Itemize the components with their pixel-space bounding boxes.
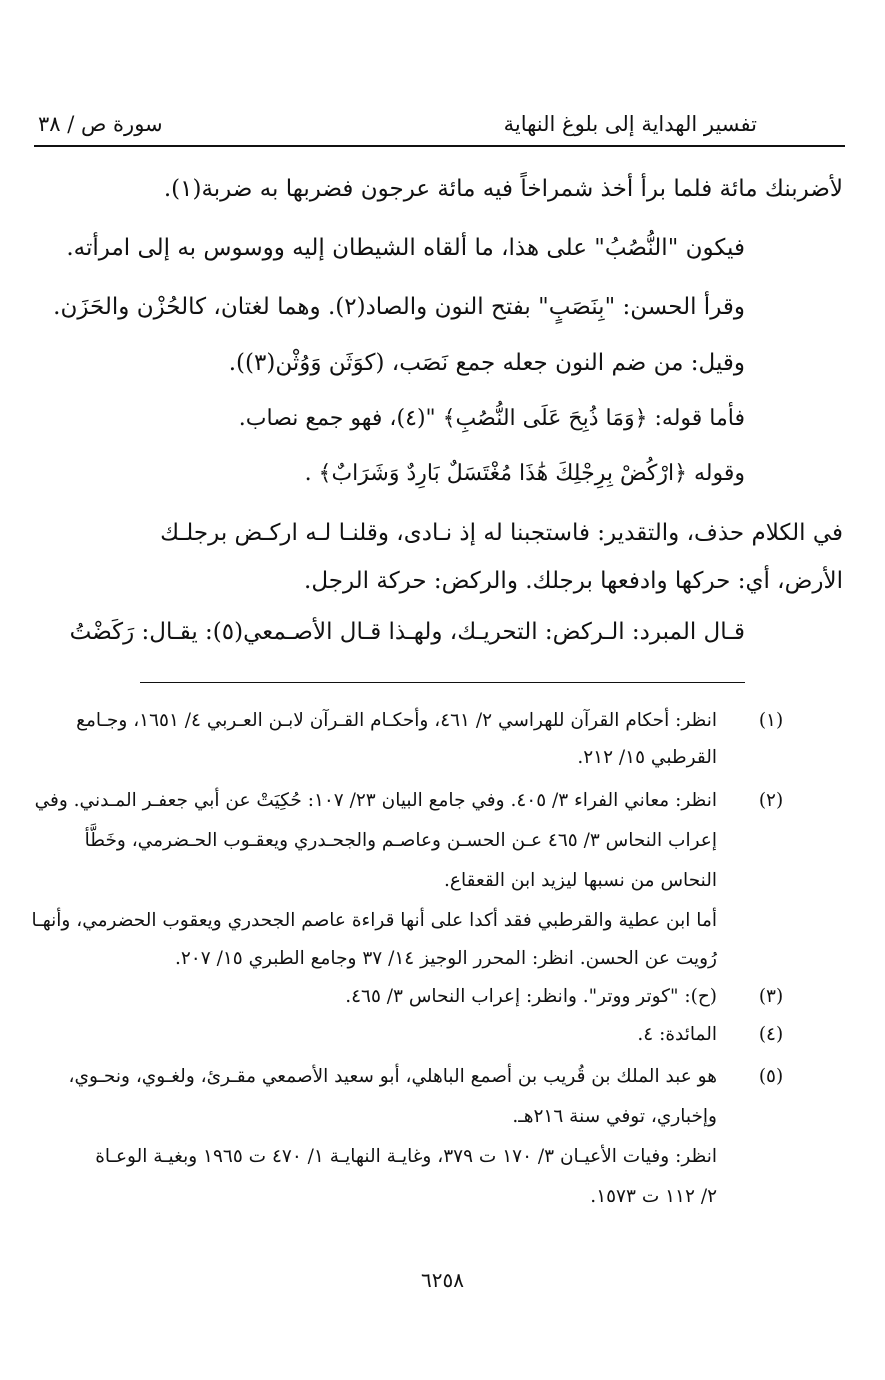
- body-line-2: فيكون "النُّصُبُ" على هذا، ما ألقاه الشيطان إليه ووسوس به إلى امرأته.: [66, 235, 745, 261]
- footnote-line: أما ابن عطية والقرطبي فقد أكدا على أنها قراءة عاصم الجحدري ويعقوب الحضرمي، وأنهـا: [31, 910, 717, 931]
- footnote-line: المائدة: ٤.: [637, 1024, 717, 1045]
- footnote-rule: [140, 682, 745, 683]
- body-line-8: الأرض، أي: حركها وادفعها برجلك. والركض: حركة الرجل.: [304, 568, 843, 594]
- footnote-line: انظر: معاني الفراء ٣/ ٤٠٥. وفي جامع البيان ٢٣/ ١٠٧: حُكِيَتْ عن أبي جعفـر المـدني. وفي: [34, 790, 717, 811]
- body-line-6: وقوله ﴿ارْكُضْ بِرِجْلِكَ هَٰذَا مُغْتَسَلٌ بَارِدٌ وَشَرَابٌ﴾ .: [304, 461, 745, 486]
- footnote-line: ٢/ ١١٢ ت ١٥٧٣.: [590, 1186, 717, 1207]
- header-rule: [34, 145, 845, 147]
- footnote-number: (٥): [758, 1066, 784, 1087]
- footnote-line: رُويت عن الحسن. انظر: المحرر الوجيز ١٤/ ٣٧ وجامع الطبري ١٥/ ٢٠٧.: [174, 948, 717, 969]
- body-line-3: وقرأ الحسن: "بِنَصَبٍ" بفتح النون والصاد(٢). وهما لغتان، كالحُزْن والحَزَن.: [53, 294, 745, 320]
- body-line-1: لأضربنك مائة فلما برأ أخذ شمراخاً فيه مائة عرجون فضربها به ضربة(١).: [163, 176, 843, 202]
- footnote-line: انظر: أحكام القرآن للهراسي ٢/ ٤٦١، وأحكـام القـرآن لابـن العـربي ٤/ ١٦٥١، وجـامع: [76, 710, 717, 731]
- footnote-line: إعراب النحاس ٣/ ٤٦٥ عـن الحسـن وعاصـم والجحـدري ويعقـوب الحـضرمي، وخَطَّأ: [84, 830, 717, 851]
- running-title: تفسير الهداية إلى بلوغ النهاية: [503, 112, 757, 136]
- footnote-line: النحاس من نسبها ليزيد ابن القعقاع.: [444, 870, 717, 891]
- footnote-line: القرطبي ١٥/ ٢١٢.: [577, 747, 717, 768]
- footnote-number: (١): [758, 710, 784, 731]
- page-number: ٦٢٥٨: [421, 1268, 464, 1292]
- body-line-5: فأما قوله: ﴿وَمَا ذُبِحَ عَلَى النُّصُبِ﴾ "(٤)، فهو جمع نصاب.: [238, 406, 745, 431]
- footnote-number: (٣): [758, 986, 784, 1007]
- body-line-7: في الكلام حذف، والتقدير: فاستجبنا له إذ نـادى، وقلنـا لـه اركـض برجلـك: [160, 520, 843, 546]
- surah-label: سورة ص / ٣٨: [38, 112, 163, 136]
- footnote-line: هو عبد الملك بن قُريب بن أصمع الباهلي، أبو سعيد الأصمعي مقـرئ، ولغـوي، ونحـوي،: [68, 1066, 717, 1087]
- footnote-line: وإخباري، توفي سنة ٢١٦هـ.: [512, 1106, 717, 1127]
- body-line-9: قـال المبرد: الـركض: التحريـك، ولهـذا قـال الأصـمعي(٥): يقـال: رَكَضْتُ: [69, 619, 745, 645]
- footnote-line: (ح): "كوتر ووتر". وانظر: إعراب النحاس ٣/ ٤٦٥.: [345, 986, 717, 1007]
- footnote-number: (٤): [758, 1024, 784, 1045]
- footnote-number: (٢): [758, 790, 784, 811]
- footnote-line: انظر: وفيات الأعيـان ٣/ ١٧٠ ت ٣٧٩، وغايـة النهايـة ١/ ٤٧٠ ت ١٩٦٥ وبغيـة الوعـاة: [95, 1146, 717, 1167]
- body-line-4: وقيل: من ضم النون جعله جمع نَصَب، (كوَثَن وَوُثْن(٣)).: [228, 350, 745, 376]
